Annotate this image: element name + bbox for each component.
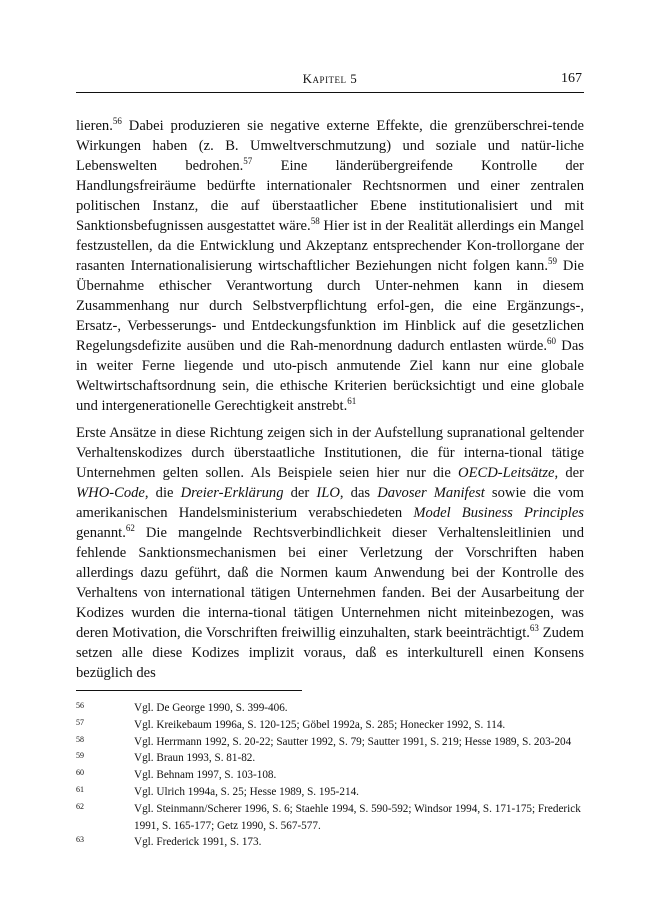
header-rule bbox=[76, 92, 584, 93]
text-run: , die bbox=[144, 485, 181, 501]
footnote-number: 58 bbox=[76, 734, 84, 744]
footnote-separator bbox=[76, 690, 302, 691]
italic-term: WHO-Code bbox=[76, 485, 145, 501]
text-run: genannt. bbox=[76, 525, 126, 541]
text-run: Erste Ansätze in diese Richtung zeigen sich in der Aufstellung supranational geltender Verhaltenskodizes durch überstaatliche Institutionen, die für interna-tional tätige Unternehmen gelten sollen. Als Beispiele seien hier nur die bbox=[76, 425, 584, 481]
footnote bbox=[76, 717, 584, 734]
text-run: , der bbox=[554, 465, 584, 481]
footnote-reference: 58 bbox=[310, 216, 320, 226]
italic-term: OECD-Leitsätze bbox=[458, 465, 555, 481]
text-run: lieren. bbox=[76, 118, 113, 134]
footnote-reference: 60 bbox=[547, 336, 556, 346]
text-run: Zudem setzen alle diese Kodizes implizit voraus, daß es interkulturell einen Konsens bezüglich des bbox=[76, 625, 584, 681]
italic-term: Model Business Principles bbox=[413, 505, 584, 521]
footnote bbox=[76, 750, 584, 767]
footnote-reference: 57 bbox=[243, 156, 253, 166]
footnote-reference: 56 bbox=[112, 116, 122, 126]
text-run: Das in weiter Ferne liegende und uto-pisch anmutende Ziel kann nur eine globale Weltwirtschaftsordnung sein, die ethische Kriterien berücksichtigt und eine globale und intergenerationelle Gerechtigkeit anstrebt. bbox=[76, 338, 584, 414]
footnote-reference: 62 bbox=[125, 523, 135, 533]
text-run: , das bbox=[339, 485, 378, 501]
footnote-number: 62 bbox=[76, 801, 84, 811]
footnote bbox=[76, 767, 584, 784]
footnote-reference: 63 bbox=[529, 623, 539, 633]
text-run: der bbox=[283, 485, 317, 501]
footnote bbox=[76, 700, 584, 717]
footnote bbox=[76, 834, 584, 851]
text-run: Die Übernahme ethischer Verantwortung durch Unter-nehmen kann in diesem Zusammenhang nur durch Selbstverpflichtung erfol-gen, die eine Ergänzungs-, Ersatz-, Verbesserungs- und Entdeckungsfunktion im Hinblick auf die gesetzlichen Regelungsdefizite ausüben und die Rah-menordnung dadurch entlasten würde. bbox=[76, 258, 584, 354]
text-run: Hier ist in der Realität allerdings ein Mangel festzustellen, da die Entwicklung und Akzeptanz entsprechender Kon-trollorgane der rasanten Internationalisierung wirtschaftlicher Beziehungen nicht folgen kann. bbox=[76, 218, 584, 274]
running-header bbox=[76, 71, 584, 91]
footnotes bbox=[76, 700, 584, 851]
footnote-text: Vgl. Ulrich 1994a, S. 25; Hesse 1989, S. 195-214. bbox=[134, 785, 359, 798]
footnote-number: 57 bbox=[76, 717, 84, 727]
footnote-number: 61 bbox=[76, 784, 84, 794]
text-run: Dabei produzieren sie negative externe Effekte, die grenzüberschrei-tende Wirkungen haben (z. B. Umweltverschmutzung) und soziale und natür-liche Lebenswelten bedrohen. bbox=[76, 118, 584, 174]
body-paragraph bbox=[76, 423, 584, 683]
footnote bbox=[76, 734, 584, 751]
footnote-text: Vgl. Steinmann/Scherer 1996, S. 6; Staehle 1994, S. 590-592; Windsor 1994, S. 171-175; Frederick 1991, S. 165-177; Getz 1990, S. 567-577. bbox=[134, 802, 581, 832]
text-run: sowie die vom amerikanischen Handelsministerium verabschiedeten bbox=[76, 485, 584, 521]
footnote-text: Vgl. Herrmann 1992, S. 20-22; Sautter 1992, S. 79; Sautter 1991, S. 219; Hesse 1989, S. 203-204 bbox=[134, 735, 572, 748]
italic-term: ILO bbox=[316, 485, 340, 501]
footnote-text: Vgl. De George 1990, S. 399-406. bbox=[134, 702, 288, 714]
main-text bbox=[76, 116, 584, 690]
footnote-number: 63 bbox=[76, 835, 84, 845]
body-paragraph bbox=[76, 116, 584, 416]
footnote-text: Vgl. Braun 1993, S. 81-82. bbox=[134, 752, 256, 765]
page-number: 167 bbox=[561, 71, 582, 86]
footnote-number: 59 bbox=[76, 751, 84, 761]
footnote-number: 60 bbox=[76, 768, 84, 778]
italic-term: Dreier-Erklärung bbox=[180, 485, 284, 501]
italic-term: Davoser Manifest bbox=[377, 485, 485, 501]
footnote bbox=[76, 784, 584, 801]
chapter-title: Kapitel 5 bbox=[302, 71, 358, 86]
footnote-text: Vgl. Frederick 1991, S. 173. bbox=[134, 836, 262, 849]
footnote-text: Vgl. Behnam 1997, S. 103-108. bbox=[134, 769, 277, 782]
footnote-number: 56 bbox=[76, 701, 84, 710]
footnote-text: Vgl. Kreikebaum 1996a, S. 120-125; Göbel 1992a, S. 285; Honecker 1992, S. 114. bbox=[134, 718, 506, 731]
footnote-reference: 61 bbox=[347, 396, 357, 406]
footnote bbox=[76, 801, 584, 835]
footnote-reference: 59 bbox=[547, 256, 557, 266]
text-run: Die mangelnde Rechtsverbindlichkeit dieser Verhaltensleitlinien und fehlende Sanktionsmechanismen bei einer Verletzung der Vorschriften haben allerdings dazu geführt, daß die Normen kaum Anwendung bei der Kontrolle des Verhaltens von international tätigen Unternehmen fanden. Bei der Ausarbeitung der Kodizes wurden die interna-tional tätigen Unternehmen nicht miteinbezogen, was deren Motivation, die Vorschriften freiwillig einzuhalten, stark beeinträchtigt. bbox=[76, 525, 584, 641]
text-run: Eine länderübergreifende Kontrolle der Handlungsfreiräume bedürfte internationaler Rechtsnormen und einer zentralen politischen Instanz, die auf überstaatlicher Ebene institutionalisiert und mit Sanktionsbefugnissen ausgestattet wäre. bbox=[76, 158, 585, 234]
